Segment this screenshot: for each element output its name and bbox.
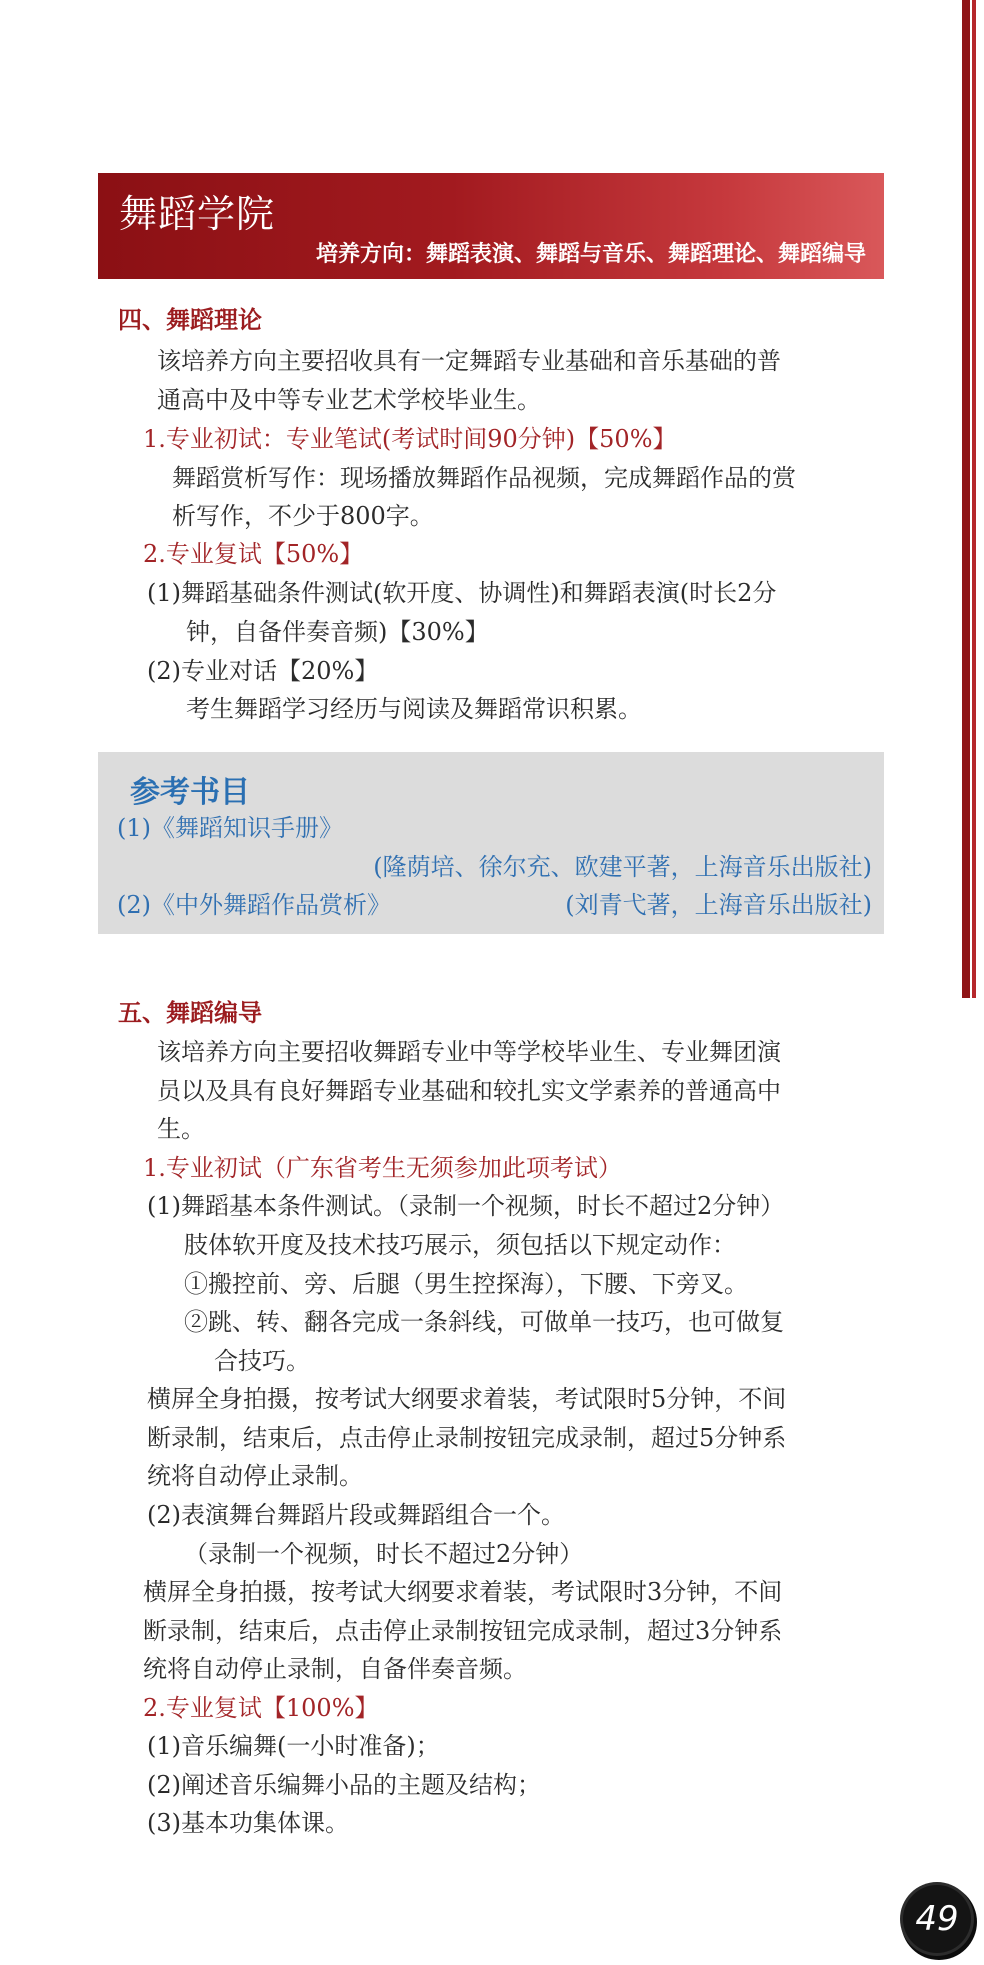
section5-item2-sub: (1)音乐编舞(一小时准备)； [147, 1732, 440, 1760]
section5-intro-line: 员以及具有良好舞蹈专业基础和较扎实文学素养的普通高中 [157, 1077, 781, 1105]
section4-item2-sub2: (2)专业对话【20%】 [147, 657, 379, 685]
section5-intro-line: 该培养方向主要招收舞蹈专业中等学校毕业生、专业舞团演 [157, 1038, 781, 1066]
section5-sub2-desc: （录制一个视频，时长不超过2分钟） [184, 1540, 584, 1568]
section4-item2-title: 2.专业复试【50%】 [143, 540, 364, 568]
section5-sub1-note: 断录制，结束后，点击停止录制按钮完成录制，超过5分钟系 [147, 1424, 787, 1452]
section4-item1-desc: 舞蹈赏析写作：现场播放舞蹈作品视频，完成舞蹈作品的赏 [172, 464, 796, 492]
reference-box [98, 752, 884, 934]
reference-book-author: (刘青弋著，上海音乐出版社) [565, 891, 872, 919]
section4-item1-desc: 析写作，不少于800字。 [172, 502, 434, 530]
reference-book-author: (隆荫培、徐尔充、欧建平著，上海音乐出版社) [373, 853, 872, 881]
section4-heading: 四、舞蹈理论 [118, 305, 262, 334]
section5-sub1-note: 横屏全身拍摄，按考试大纲要求着装，考试限时5分钟，不间 [147, 1385, 787, 1413]
section5-item2-title: 2.专业复试【100%】 [143, 1694, 379, 1722]
section5-sub1-note: 统将自动停止录制。 [147, 1462, 363, 1490]
section5-item2-sub: (3)基本功集体课。 [147, 1809, 349, 1837]
section5-sub2-note: 横屏全身拍摄，按考试大纲要求着装，考试限时3分钟，不间 [143, 1578, 783, 1606]
section4-item1-title: 1.专业初试：专业笔试(考试时间90分钟)【50%】 [143, 425, 677, 453]
page-number-badge: 49 [903, 1885, 971, 1953]
section4-intro-line: 通高中及中等专业艺术学校毕业生。 [157, 386, 541, 414]
reference-book-title: (1)《舞蹈知识手册》 [117, 814, 343, 842]
section4-item2-sub1: (1)舞蹈基础条件测试(软开度、协调性)和舞蹈表演(时长2分 [147, 579, 777, 607]
section5-sub1-desc: 肢体软开度及技术技巧展示，须包括以下规定动作： [184, 1231, 736, 1259]
page-edge-bar-inner [972, 0, 976, 998]
header-title: 舞蹈学院 [119, 192, 276, 236]
section5-intro-line: 生。 [157, 1115, 205, 1143]
reference-title: 参考书目 [130, 775, 250, 810]
section4-item2-sub1-cont: 钟，自备伴奏音频)【30%】 [186, 618, 489, 646]
section5-item2-sub: (2)阐述音乐编舞小品的主题及结构； [147, 1771, 541, 1799]
header-subtitle: 培养方向：舞蹈表演、舞蹈与音乐、舞蹈理论、舞蹈编导 [315, 241, 866, 267]
page-edge-bar [962, 0, 970, 998]
section5-item1-title: 1.专业初试（广东省考生无须参加此项考试） [143, 1154, 622, 1182]
section4-intro-line: 该培养方向主要招收具有一定舞蹈专业基础和音乐基础的普 [157, 347, 781, 375]
section5-sub1-b: ②跳、转、翻各完成一条斜线，可做单一技巧，也可做复 [184, 1308, 784, 1336]
section5-sub1: (1)舞蹈基本条件测试。（录制一个视频，时长不超过2分钟） [147, 1192, 785, 1220]
reference-book-title: (2)《中外舞蹈作品赏析》 [117, 891, 391, 919]
section5-sub1-a: ①搬控前、旁、后腿（男生控探海），下腰、下旁叉。 [184, 1270, 748, 1298]
section5-sub2: (2)表演舞台舞蹈片段或舞蹈组合一个。 [147, 1501, 565, 1529]
section5-sub2-note: 断录制，结束后，点击停止录制按钮完成录制，超过3分钟系 [143, 1617, 783, 1645]
section4-item2-sub2-desc: 考生舞蹈学习经历与阅读及舞蹈常识积累。 [186, 695, 642, 723]
section5-sub1-b-cont: 合技巧。 [214, 1347, 310, 1375]
header-banner [98, 173, 884, 279]
section5-sub2-note: 统将自动停止录制，自备伴奏音频。 [143, 1655, 527, 1683]
section5-heading: 五、舞蹈编导 [118, 998, 262, 1027]
